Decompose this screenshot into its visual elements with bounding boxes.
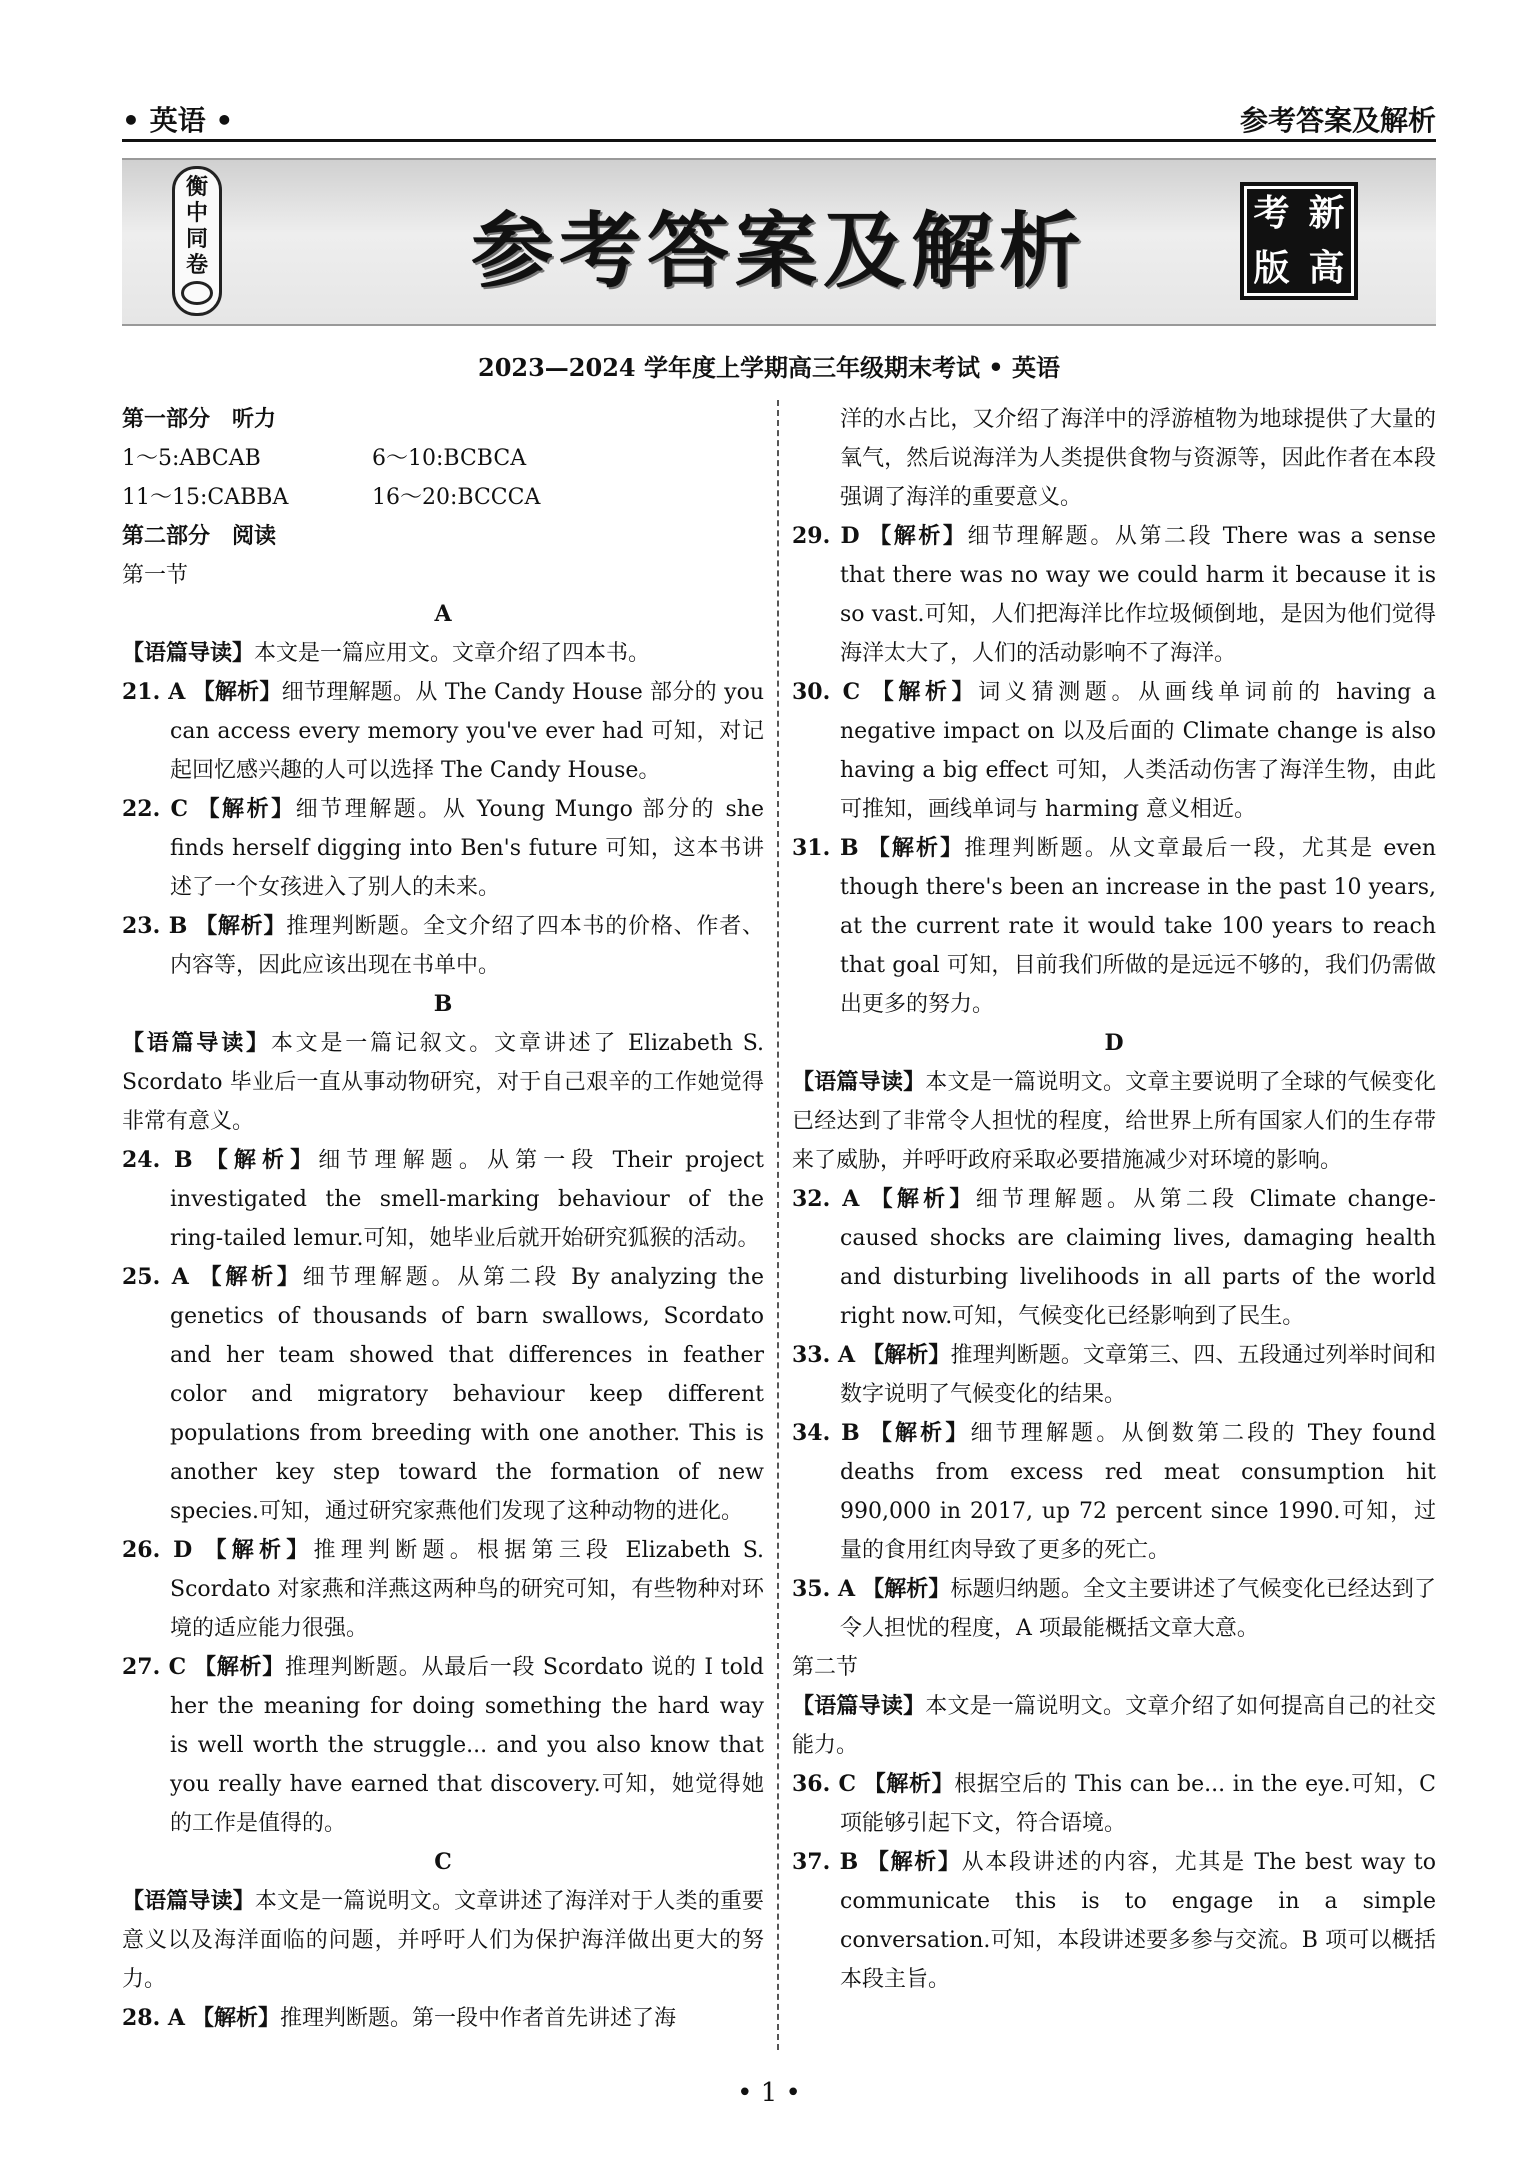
passage-letter: B (433, 991, 453, 1017)
passage-guide (122, 634, 764, 673)
guide-tag: 【语篇导读】 (122, 1888, 255, 1914)
answer-item (792, 1843, 1436, 1999)
answer-range: 11～15:CABBA (122, 485, 289, 510)
question-number: 27. C (122, 1654, 187, 1680)
question-number: 24. B (122, 1147, 193, 1173)
page-number: • 1 • (737, 2078, 801, 2108)
analysis-tag: 【解析】 (862, 1577, 951, 1602)
answer-range: 16～20:BCCCA (372, 485, 541, 510)
explanation: 推理判断题。从文章最后一段，尤其是 even though there's been an increase in the past 10 years, at the current rate it would take 100 years to reach that goal 可知，目前我们所做的是远远不够的，我们仍需做出更多的努力。 (840, 836, 1437, 1017)
answer-item (792, 517, 1436, 673)
question-number: 32. A (792, 1186, 860, 1212)
seal-char: 卷 (185, 253, 208, 278)
answer-item (122, 907, 764, 985)
analysis-tag: 【解析】 (192, 680, 282, 705)
explanation: 细节理解题。从 The Candy House 部分的 you can access every memory you've ever had 可知，对记起回忆感兴趣的人可以选择 The Candy House。 (170, 680, 764, 783)
analysis-tag: 【解析】 (866, 1850, 962, 1875)
stamp-char: 高 (1308, 247, 1345, 289)
question-number: 29. D (792, 523, 860, 549)
question-number: 35. A (792, 1576, 856, 1602)
question-number: 23. B (122, 913, 188, 939)
question-number: 36. C (792, 1771, 857, 1797)
explanation: 细节理解题。从倒数第二段的 They found deaths from excess red meat consumption hit 990,000 in 2017, up 72 percent since 1990.可知，过量的食用红肉导致了更多的死亡。 (840, 1421, 1436, 1563)
analysis-tag: 【解析】 (199, 1265, 303, 1290)
answer-item (122, 1141, 764, 1258)
passage-letter: A (434, 601, 452, 627)
answer-item (792, 673, 1436, 829)
subject-label: • 英语 • (122, 104, 234, 137)
explanation: 细节理解题。从第二段 There was a sense that there was no way we could harm it because it is so vast.可知，人们把海洋比作垃圾倾倒地，是因为他们觉得海洋太大了，人们的活动影响不了海洋。 (840, 524, 1436, 666)
explanation: 根据空后的 This can be... in the eye.可知，C 项能够引起下文，符合语境。 (840, 1772, 1436, 1836)
analysis-tag: 【解析】 (867, 836, 965, 861)
analysis-tag: 【解析】 (869, 1421, 971, 1446)
passage-guide (122, 1024, 764, 1141)
answer-item (122, 790, 764, 907)
answer-item (792, 1414, 1436, 1570)
guide-tag: 【语篇导读】 (122, 640, 255, 666)
passage-letter: D (1104, 1030, 1124, 1056)
seal-char: 衡 (185, 175, 208, 200)
analysis-tag: 【解析】 (195, 914, 287, 939)
listening-answers (122, 439, 764, 517)
part-heading: 第一部分 听力 (122, 407, 277, 432)
passage-guide (792, 1063, 1436, 1180)
answer-item (122, 1258, 764, 1531)
answer-item (122, 673, 764, 790)
guide-tag: 【语篇导读】 (122, 1030, 271, 1056)
guide-tag: 【语篇导读】 (792, 1069, 926, 1095)
question-number: 34. B (792, 1420, 860, 1446)
explanation: 细节理解题。从第二段 By analyzing the genetics of thousands of barn swallows, Scordato and her team showed that differences in feather color and migratory behaviour keep different populations from breeding with one another. This is another key step toward the formation of new species.可知，通过研究家燕他们发现了这种动物的进化。 (170, 1265, 764, 1524)
question-number: 31. B (792, 835, 859, 861)
stamp-char: 新 (1308, 192, 1345, 234)
explanation: 细节理解题。从第二段 Climate change-caused shocks are claiming lives, damaging health and disturbing livelihoods in all parts of the world right now.可知，气候变化已经影响到了民生。 (840, 1187, 1436, 1329)
question-number: 22. C (122, 796, 188, 822)
analysis-tag: 【解析】 (871, 680, 979, 705)
analysis-tag: 【解析】 (862, 1343, 951, 1368)
explanation: 细节理解题。从第一段 Their project investigated the smell-marking behaviour of the ring-tailed lemur.可知，她毕业后就开始研究狐猴的活动。 (170, 1148, 764, 1251)
part-heading: 第二部分 阅读 (122, 524, 277, 549)
explanation: 细节理解题。从 Young Mungo 部分的 she finds herself digging into Ben's future 可知，这本书讲述了一个女孩进入了别人的未来。 (170, 797, 764, 900)
passage-letter: C (434, 1849, 452, 1875)
question-number: 26. D (122, 1537, 193, 1563)
explanation: 词义猜测题。从画线单词前的 having a negative impact on 以及后面的 Climate change is also having a big effect 可知，人类活动伤害了海洋生物，由此可推知，画线单词与 harming 意义相近。 (840, 680, 1436, 822)
explanation: 标题归纳题。全文主要讲述了气候变化已经达到了令人担忧的程度，A 项最能概括文章大意。 (840, 1577, 1436, 1641)
answer-item (122, 1648, 764, 1843)
answer-item (792, 1570, 1436, 1648)
banner-title: 参考答案及解析 (470, 204, 1087, 299)
left-column (122, 400, 764, 2038)
new-edition-stamp (1240, 182, 1358, 300)
title-banner (122, 158, 1436, 326)
guide-text: 本文是一篇说明文。文章介绍了如何提高自己的社交能力。 (792, 1694, 1436, 1758)
question-number: 37. B (792, 1849, 859, 1875)
answer-range: 6～10:BCBCA (372, 446, 527, 471)
question-number: 25. A (122, 1264, 189, 1290)
analysis-tag: 【解析】 (863, 1772, 955, 1797)
guide-tag: 【语篇导读】 (792, 1693, 926, 1719)
stamp-char: 考 (1253, 192, 1290, 234)
analysis-tag: 【解析】 (197, 797, 296, 822)
section-heading: 第二节 (792, 1655, 859, 1680)
explanation: 从本段讲述的内容，尤其是 The best way to communicate this is to engage in a simple conversation.可知，本段讲述要多参与交流。B 项可以概括本段主旨。 (840, 1850, 1436, 1992)
question-number: 28. A (122, 2005, 186, 2031)
exam-title: 2023—2024 学年度上学期高三年级期末考试 • 英语 (478, 353, 1060, 382)
answer-item (792, 1180, 1436, 1336)
analysis-tag: 【解析】 (870, 1187, 976, 1212)
stamp-char: 版 (1253, 247, 1290, 289)
seal-char: 同 (185, 227, 208, 252)
guide-text: 本文是一篇记叙文。文章讲述了 Elizabeth S. Scordato 毕业后一直从事动物研究，对于自己艰辛的工作她觉得非常有意义。 (122, 1031, 764, 1134)
question-number: 30. C (792, 679, 861, 705)
explanation-continued: 洋的水占比，又介绍了海洋中的浮游植物为地球提供了大量的氧气，然后说海洋为人类提供食物与资源等，因此作者在本段强调了海洋的重要意义。 (840, 407, 1436, 510)
answer-item (792, 829, 1436, 1024)
seal-char: 中 (185, 201, 208, 226)
explanation: 推理判断题。全文介绍了四本书的价格、作者、内容等，因此应该出现在书单中。 (170, 914, 764, 978)
header-section-title: 参考答案及解析 (1239, 104, 1436, 137)
answer-item (122, 1999, 764, 2038)
analysis-tag: 【解析】 (205, 1148, 319, 1173)
analysis-tag: 【解析】 (193, 1655, 285, 1680)
passage-guide (792, 1687, 1436, 1765)
analysis-tag: 【解析】 (869, 524, 968, 549)
guide-text: 本文是一篇说明文。文章讲述了海洋对于人类的重要意义以及海洋面临的问题，并呼吁人们为保护海洋做出更大的努力。 (122, 1889, 764, 1992)
section-heading: 第一节 (122, 563, 189, 588)
explanation: 推理判断题。文章第三、四、五段通过列举时间和数字说明了气候变化的结果。 (840, 1343, 1436, 1407)
running-header (122, 95, 1436, 142)
right-column (792, 400, 1436, 1999)
question-number: 21. A (122, 679, 186, 705)
answer-item (792, 1336, 1436, 1414)
answer-item (122, 1531, 764, 1648)
explanation: 推理判断题。第一段中作者首先讲述了海 (280, 2006, 677, 2031)
analysis-tag: 【解析】 (204, 1538, 314, 1563)
guide-text: 本文是一篇应用文。文章介绍了四本书。 (254, 641, 651, 666)
question-number: 33. A (792, 1342, 856, 1368)
answer-item (792, 1765, 1436, 1843)
answer-range: 1～5:ABCAB (122, 446, 261, 471)
passage-guide (122, 1882, 764, 1999)
explanation: 推理判断题。根据第三段 Elizabeth S. Scordato 对家燕和洋燕这两种鸟的研究可知，有些物种对环境的适应能力很强。 (170, 1538, 764, 1641)
guide-text: 本文是一篇说明文。文章主要说明了全球的气候变化已经达到了非常令人担忧的程度，给世界上所有国家人们的生存带来了威胁，并呼吁政府采取必要措施减少对环境的影响。 (792, 1070, 1436, 1173)
analysis-tag: 【解析】 (192, 2006, 281, 2031)
explanation: 推理判断题。从最后一段 Scordato 说的 I told her the meaning for doing something the hard way is well worth the struggle... and you also know that you really have earned that discovery.可知，她觉得她的工作是值得的。 (170, 1655, 764, 1836)
column-divider (777, 400, 779, 2050)
